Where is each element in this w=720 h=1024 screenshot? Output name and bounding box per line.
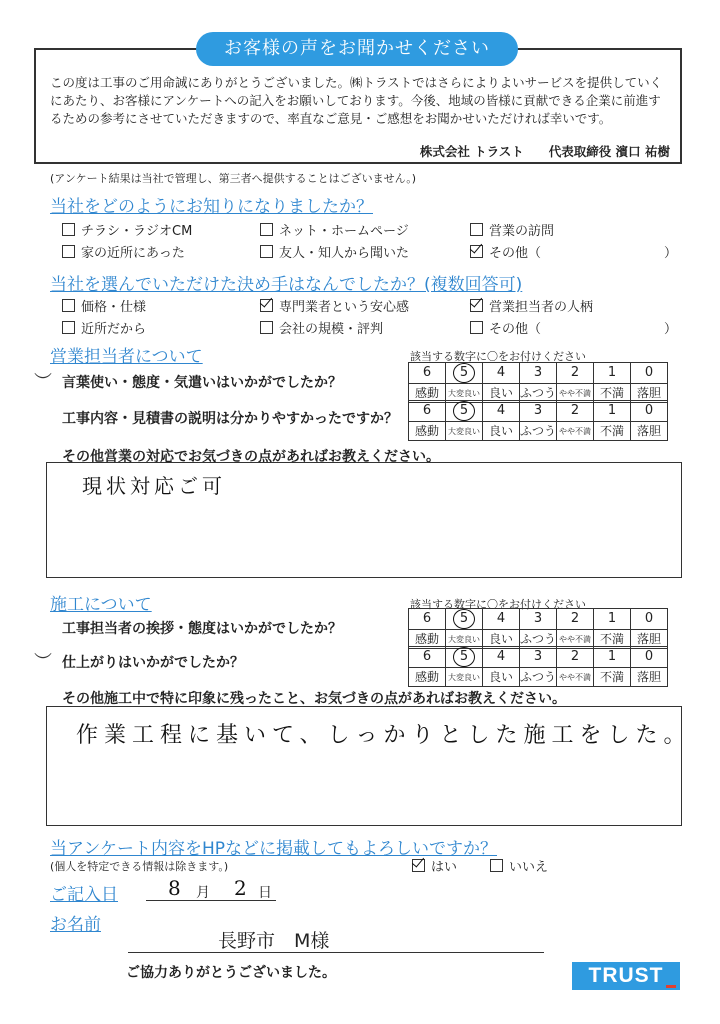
rating-5-selected[interactable]: 5: [446, 401, 483, 422]
bracket-mark: ︶: [34, 372, 52, 393]
construction-rating-table-1: 6 5 4 3 2 1 0 感動 大変良い 良い ふつう やや不満 不満 落胆: [408, 608, 668, 649]
q2-option-specialist[interactable]: 専門業者という安心感: [260, 296, 409, 315]
construction-q1: 工事担当者の挨拶・態度はいかがでしたか？: [62, 621, 342, 637]
rating-hint: 該当する数字に〇をお付けください: [410, 350, 586, 363]
q2-option-nearby[interactable]: 近所だから: [62, 318, 146, 337]
sales-comment-handwriting: 現状対応ご可: [82, 474, 226, 498]
checkbox[interactable]: [490, 859, 503, 872]
construction-rating-table-2: 6 5 4 3 2 1 0 感動 大変良い 良い ふつう やや不満 不満 落胆: [408, 646, 668, 687]
checkbox[interactable]: [260, 245, 273, 258]
rating-5-selected[interactable]: 5: [446, 363, 483, 384]
checkbox[interactable]: [470, 321, 483, 334]
q1-option-web[interactable]: ネット・ホームページ: [260, 220, 409, 239]
publish-heading: 当アンケート内容をHPなどに掲載してもよろしいですか？: [50, 839, 498, 859]
rating-4[interactable]: 4: [483, 363, 520, 384]
trust-logo: TRUST: [572, 962, 680, 990]
rating-1[interactable]: 1: [594, 363, 631, 384]
checkbox[interactable]: [260, 321, 273, 334]
checkbox[interactable]: [260, 223, 273, 236]
q2-option-price[interactable]: 価格・仕様: [62, 296, 146, 315]
survey-title: お客様の声をお聞かせください: [196, 32, 518, 66]
q2-option-other[interactable]: その他（: [470, 318, 541, 337]
checkbox-checked[interactable]: [470, 245, 483, 258]
bracket-mark: ︶: [34, 652, 52, 673]
q2-close-paren: ）: [664, 322, 678, 337]
q2-option-reputation[interactable]: 会社の規模・評判: [260, 318, 383, 337]
date-month: 8: [168, 876, 185, 900]
checkbox[interactable]: [62, 321, 75, 334]
name-underline: [128, 952, 544, 953]
date-label: ご記入日: [50, 885, 118, 905]
checkbox[interactable]: [62, 299, 75, 312]
construction-comment-handwriting: 作業工程に基いて、しっかりとした施工をした。: [76, 723, 692, 748]
q1-option-other[interactable]: その他（: [470, 242, 541, 261]
q1-option-flyer[interactable]: チラシ・ラジオCM: [62, 220, 192, 239]
rating-2[interactable]: 2: [557, 363, 594, 384]
construction-q2: 仕上がりはいかがでしたか？: [62, 655, 244, 671]
q2-heading: 当社を選んでいただけた決め手はなんでしたか？(複数回答可): [50, 275, 523, 295]
rating-5-selected[interactable]: 5: [446, 647, 483, 668]
date-month-unit: 月: [196, 885, 210, 901]
rating-6[interactable]: 6: [409, 363, 446, 384]
sales-rating-table-2: 6 5 4 3 2 1 0 感動 大変良い 良い ふつう やや不満 不満 落胆: [408, 400, 668, 441]
rating-3[interactable]: 3: [520, 363, 557, 384]
checkbox-checked[interactable]: [412, 859, 425, 872]
sales-q2: 工事内容・見積書の説明は分かりやすかったですか？: [62, 411, 398, 427]
rating-hint: 該当する数字に〇をお付けください: [410, 598, 586, 611]
q1-close-paren: ）: [664, 246, 678, 261]
intro-text: この度は工事のご用命誠にありがとうございました。㈱トラストではさらによりよいサービスを提供していくにあたり、お客様にアンケートへの記入をお願いしております。今後、地域の皆様に貢献できる企業に前進するための参考にさせていただきますので、率直なご意見・ご感想をお聞かせいただければ幸いです。: [50, 75, 663, 126]
rating-5-selected[interactable]: 5: [446, 609, 483, 630]
date-day-unit: 日: [258, 885, 272, 901]
sales-heading: 営業担当者について: [50, 347, 203, 367]
company-signature: 株式会社 トラスト 代表取締役 濱口 祐樹: [419, 144, 670, 159]
checkbox-checked[interactable]: [260, 299, 273, 312]
publish-no[interactable]: いいえ: [490, 856, 548, 875]
privacy-note: (アンケート結果は当社で管理し、第三者へ提供することはございません。): [50, 172, 417, 185]
construction-comment-prompt: その他施工中で特に印象に残ったこと、お気づきの点があればお教えください。: [62, 691, 566, 707]
publish-note: (個人を特定できる情報は除きます。): [50, 860, 229, 873]
checkbox[interactable]: [470, 223, 483, 236]
q1-option-friend[interactable]: 友人・知人から聞いた: [260, 242, 409, 261]
checkbox[interactable]: [62, 223, 75, 236]
customer-name: 長野市 M様: [218, 930, 330, 952]
closing-message: ご協力ありがとうございました。: [126, 965, 336, 981]
checkbox[interactable]: [62, 245, 75, 258]
sales-rating-table-1: 6 5 4 3 2 1 0 感動 大変良い 良い ふつう やや不満 不満 落胆: [408, 362, 668, 403]
checkbox-checked[interactable]: [470, 299, 483, 312]
publish-yes[interactable]: はい: [412, 856, 457, 875]
rating-0[interactable]: 0: [631, 363, 668, 384]
q1-heading: 当社をどのようにお知りになりましたか？: [50, 197, 373, 217]
date-underline: [146, 900, 276, 901]
q1-option-sales-visit[interactable]: 営業の訪問: [470, 220, 554, 239]
name-label: お名前: [50, 915, 101, 935]
construction-heading: 施工について: [50, 595, 152, 615]
sales-comment-prompt: その他営業の対応でお気づきの点があればお教えください。: [62, 449, 440, 465]
date-day: 2: [234, 876, 251, 900]
q2-option-sales-personality[interactable]: 営業担当者の人柄: [470, 296, 593, 315]
q1-option-nearby[interactable]: 家の近所にあった: [62, 242, 185, 261]
sales-q1: 言葉使い・態度・気遣いはいかがでしたか？: [62, 375, 342, 391]
